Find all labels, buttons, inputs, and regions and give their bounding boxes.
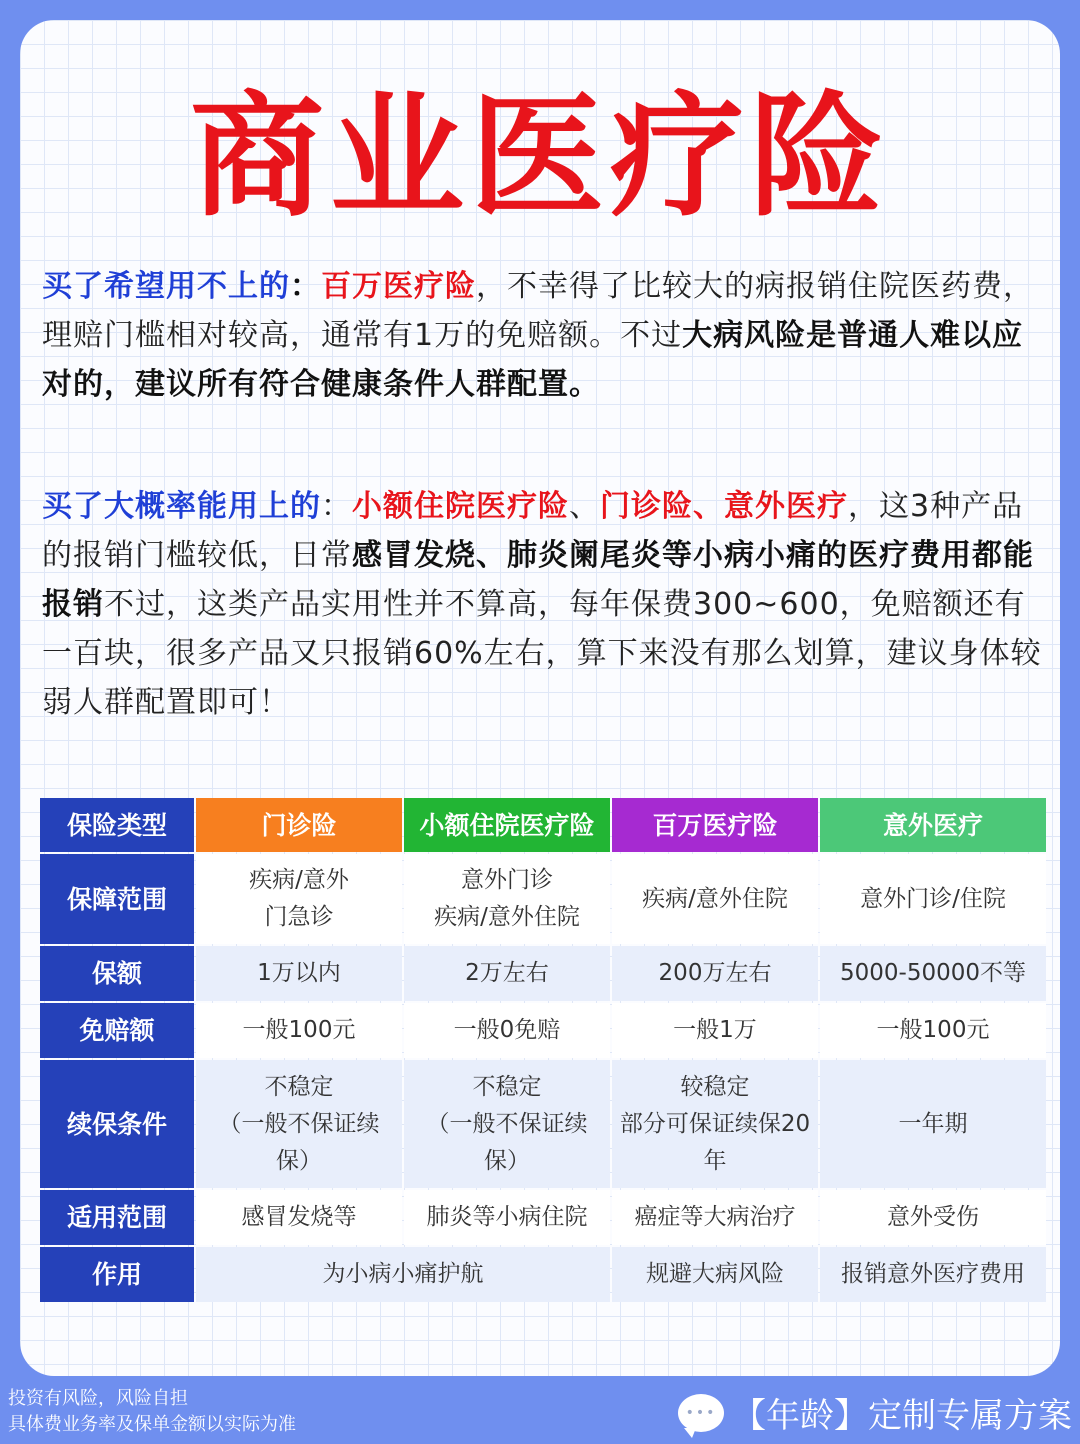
header-outpatient: 门诊险: [196, 798, 402, 852]
cell-scope-accident: 意外受伤: [820, 1190, 1046, 1245]
table-row-renewal: [40, 1060, 1046, 1188]
cell-coverage-million: 疾病/意外住院: [612, 854, 818, 944]
table-row-amount: [40, 946, 1046, 1001]
cell-scope-million: 癌症等大病治疗: [612, 1190, 818, 1245]
table-row-role: [40, 1247, 1046, 1302]
disclaimer-line-1: 投资有风险，风险自担: [8, 1388, 188, 1409]
cell-deductible-small: 一般0免赔: [404, 1003, 610, 1058]
content-card: [20, 20, 1060, 1376]
para1-bold: 大病风险是普通人难以应对的，建议所有符合健康条件人群配置。: [42, 318, 1024, 402]
header-small-hospital: 小额住院医疗险: [404, 798, 610, 852]
table-row-deductible: [40, 1003, 1046, 1058]
header-million-medical: 百万医疗险: [612, 798, 818, 852]
cell-coverage-accident: 意外门诊/住院: [820, 854, 1046, 944]
paragraph-million-medical: [42, 262, 1042, 409]
separator: 、: [569, 489, 600, 524]
cell-role-million: 规避大病风险: [612, 1247, 818, 1302]
row-label-scope: 适用范围: [40, 1190, 194, 1245]
comparison-table: [38, 796, 1048, 1304]
header-accident-medical: 意外医疗: [820, 798, 1046, 852]
cell-renewal-outpatient: 不稳定 （一般不保证续保）: [196, 1060, 402, 1188]
disclaimer-line-2: 具体费业务率及保单金额以实际为准: [8, 1414, 296, 1435]
cell-amount-million: 200万左右: [612, 946, 818, 1001]
cell-deductible-accident: 一般100元: [820, 1003, 1046, 1058]
row-label-coverage: 保障范围: [40, 854, 194, 944]
row-label-amount: 保额: [40, 946, 194, 1001]
highlight-outpatient-accident: 门诊险、意外医疗: [600, 489, 848, 524]
lead-hope-not-use: 买了希望用不上的: [42, 269, 290, 304]
cell-amount-accident: 5000-50000不等: [820, 946, 1046, 1001]
highlight-million-medical: 百万医疗险: [321, 269, 476, 304]
colon: ：: [321, 489, 352, 524]
page-title: 商业医疗险: [189, 79, 890, 235]
cell-scope-outpatient: 感冒发烧等: [196, 1190, 402, 1245]
cell-role-small-ills: 为小病小痛护航: [196, 1247, 610, 1302]
cell-amount-small: 2万左右: [404, 946, 610, 1001]
cell-renewal-million: 较稳定 部分可保证续保20年: [612, 1060, 818, 1188]
para2-text1: ，这3种产品的报销门槛较低，日常: [42, 489, 1024, 573]
table-row-coverage: [40, 854, 1046, 944]
para1-text: ，不幸得了比较大的病报销住院医药费，理赔门槛相对较高，通常有1万的免赔额。不过: [42, 269, 1034, 353]
lead-likely-use: 买了大概率能用上的: [42, 489, 321, 524]
row-label-renewal: 续保条件: [40, 1060, 194, 1188]
cta-custom-plan[interactable]: [678, 1388, 1072, 1437]
para2-bold: 感冒发烧、肺炎阑尾炎等小病小痛的医疗费用都能报销: [42, 538, 1034, 622]
chat-bubble-icon: •••: [678, 1394, 724, 1432]
row-label-role: 作用: [40, 1247, 194, 1302]
cell-deductible-million: 一般1万: [612, 1003, 818, 1058]
cell-coverage-outpatient: 疾病/意外 门急诊: [196, 854, 402, 944]
header-insurance-type: 保险类型: [40, 798, 194, 852]
cell-amount-outpatient: 1万以内: [196, 946, 402, 1001]
colon: ：: [290, 269, 321, 304]
paragraph-likely-use: [42, 482, 1042, 727]
cell-coverage-small: 意外门诊 疾病/意外住院: [404, 854, 610, 944]
para2-text2: 不过，这类产品实用性并不算高，每年保费300~600，免赔额还有一百块，很多产品又只报销60%左右，算下来没有那么划算，建议身体较弱人群配置即可！: [42, 587, 1042, 720]
table-row-scope: [40, 1190, 1046, 1245]
cell-renewal-accident: 一年期: [820, 1060, 1046, 1188]
cell-role-accident: 报销意外医疗费用: [820, 1247, 1046, 1302]
disclaimer: [8, 1386, 296, 1438]
row-label-deductible: 免赔额: [40, 1003, 194, 1058]
cell-renewal-small: 不稳定 （一般不保证续保）: [404, 1060, 610, 1188]
cta-text: 【年龄】定制专属方案: [732, 1396, 1072, 1436]
highlight-small-hospital: 小额住院医疗险: [352, 489, 569, 524]
table-header-row: [40, 798, 1046, 852]
cell-deductible-outpatient: 一般100元: [196, 1003, 402, 1058]
cell-scope-small: 肺炎等小病住院: [404, 1190, 610, 1245]
